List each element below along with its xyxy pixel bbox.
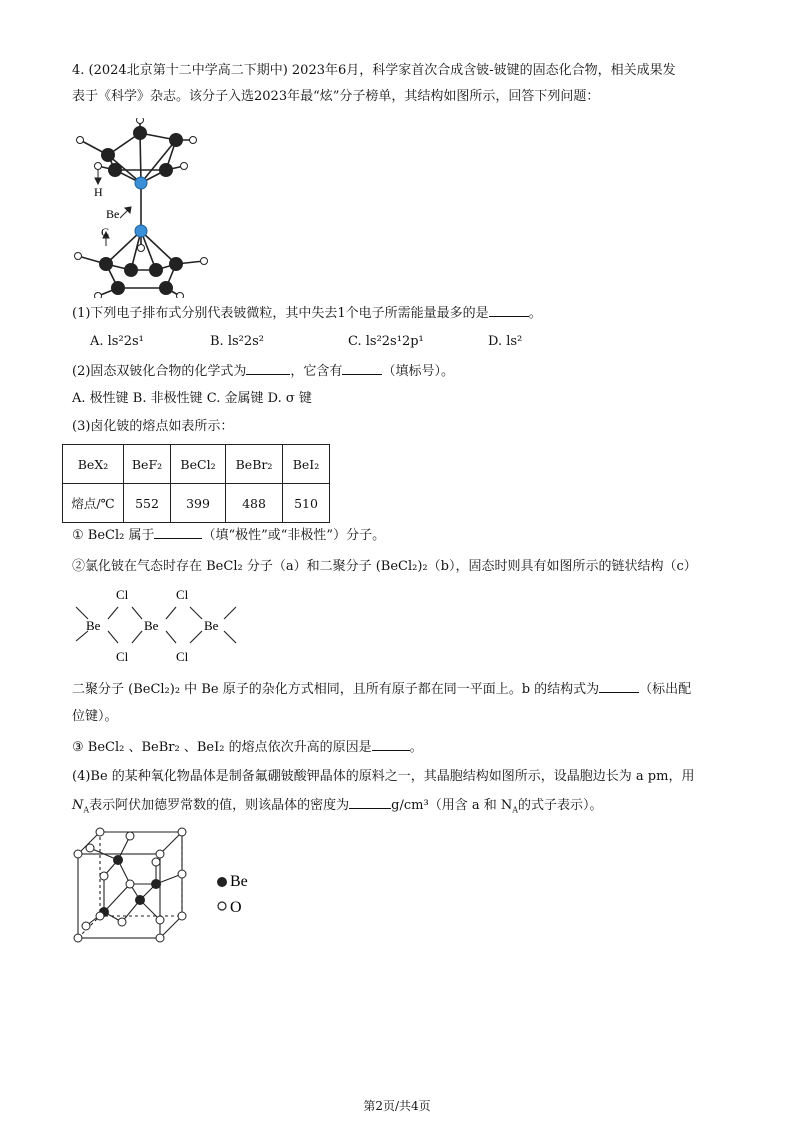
chain-cl: Cl	[116, 649, 129, 663]
becl2-chain-figure	[70, 585, 240, 663]
part3-q2-line3: 位键）。	[72, 709, 118, 724]
answer-blank[interactable]	[489, 304, 529, 317]
chain-cl: Cl	[116, 587, 129, 602]
part3-q3: ③ BeCl₂ 、BeBr₂ 、BeI₂ 的熔点依次升高的原因是 。	[72, 740, 423, 755]
table-row	[63, 484, 330, 523]
table-cell: 510	[283, 484, 330, 523]
table-cell: BeF₂	[124, 445, 171, 484]
part2-stem: (2)固态双铍化合物的化学式为 ，它含有 （填标号）。	[72, 364, 454, 379]
crystal-cell-figure	[72, 826, 272, 946]
label-H: H	[94, 185, 103, 199]
answer-blank[interactable]	[349, 796, 391, 809]
chain-cl: Cl	[176, 587, 189, 602]
legend-be: Be	[230, 873, 248, 890]
molecule-structure-figure	[68, 118, 218, 298]
chain-be: Be	[86, 618, 101, 633]
part4-line1: (4)Be 的某种氧化物晶体是制备氟硼铍酸钾晶体的原料之一，其晶胞结构如图所示，设晶胞边长为 a pm，用	[72, 769, 695, 784]
legend-be-marker	[217, 877, 227, 887]
part3-q2: ②氯化铍在气态时存在 BeCl₂ 分子（a）和二聚分子 (BeCl₂)₂（b），固态时则具有如图所示的链状结构（c）	[72, 559, 697, 574]
part1-option-d: D. ls²	[488, 334, 523, 349]
chain-be: Be	[204, 618, 219, 633]
answer-blank[interactable]	[342, 362, 382, 375]
table-cell: 399	[171, 484, 226, 523]
label-Be: Be	[106, 207, 120, 221]
table-row	[63, 445, 330, 484]
answer-blank[interactable]	[599, 680, 639, 693]
table-cell: BeBr₂	[226, 445, 283, 484]
table-cell: 552	[124, 484, 171, 523]
part1-stem: (1)下列电子排布式分别代表铍微粒，其中失去1个电子所需能量最多的是 。	[72, 306, 542, 321]
legend-o-marker	[218, 902, 226, 910]
part2-options: A. 极性键 B. 非极性键 C. 金属键 D. σ 键	[72, 391, 312, 406]
legend-o: O	[230, 899, 242, 916]
table-cell: 熔点/℃	[63, 484, 124, 523]
page-footer: 第2页/共4页	[363, 1099, 431, 1113]
question-text-line1: 4. (2024北京第十二中学高二下期中) 2023年6月，科学家首次合成含铍-铍键的固态化合物，相关成果发	[72, 63, 676, 78]
part4-line2: $N_A$表示阿伏加德罗常数的值，则该晶体的密度为 g/cm³（用含 a 和 $N_A$的式子表示）。	[72, 798, 603, 815]
label-C: C	[101, 225, 110, 239]
answer-blank[interactable]	[246, 362, 290, 375]
part1-option-c: C. ls²2s¹2p¹	[348, 334, 424, 349]
part1-option-b: B. ls²2s²	[210, 334, 265, 349]
part1-option-a: A. ls²2s¹	[90, 334, 144, 349]
part3-q1: ① BeCl₂ 属于 （填“极性”或“非极性”）分子。	[72, 528, 386, 543]
melting-point-table	[62, 444, 330, 523]
chain-be: Be	[144, 618, 159, 633]
answer-blank[interactable]	[372, 738, 410, 751]
table-cell: BeX₂	[63, 445, 124, 484]
part3-q2-line2: 二聚分子 (BeCl₂)₂ 中 Be 原子的杂化方式相同，且所有原子都在同一平面上。b 的结构式为 （标出配	[72, 682, 692, 697]
table-cell: BeCl₂	[171, 445, 226, 484]
part3-stem: (3)卤化铍的熔点如表所示：	[72, 419, 234, 434]
answer-blank[interactable]	[154, 526, 202, 539]
table-cell: 488	[226, 484, 283, 523]
chain-cl: Cl	[176, 649, 189, 663]
question-text-line2: 表于《科学》杂志。该分子入选2023年最“炫”分子榜单，其结构如图所示，回答下列问题：	[72, 89, 600, 104]
table-cell: BeI₂	[283, 445, 330, 484]
